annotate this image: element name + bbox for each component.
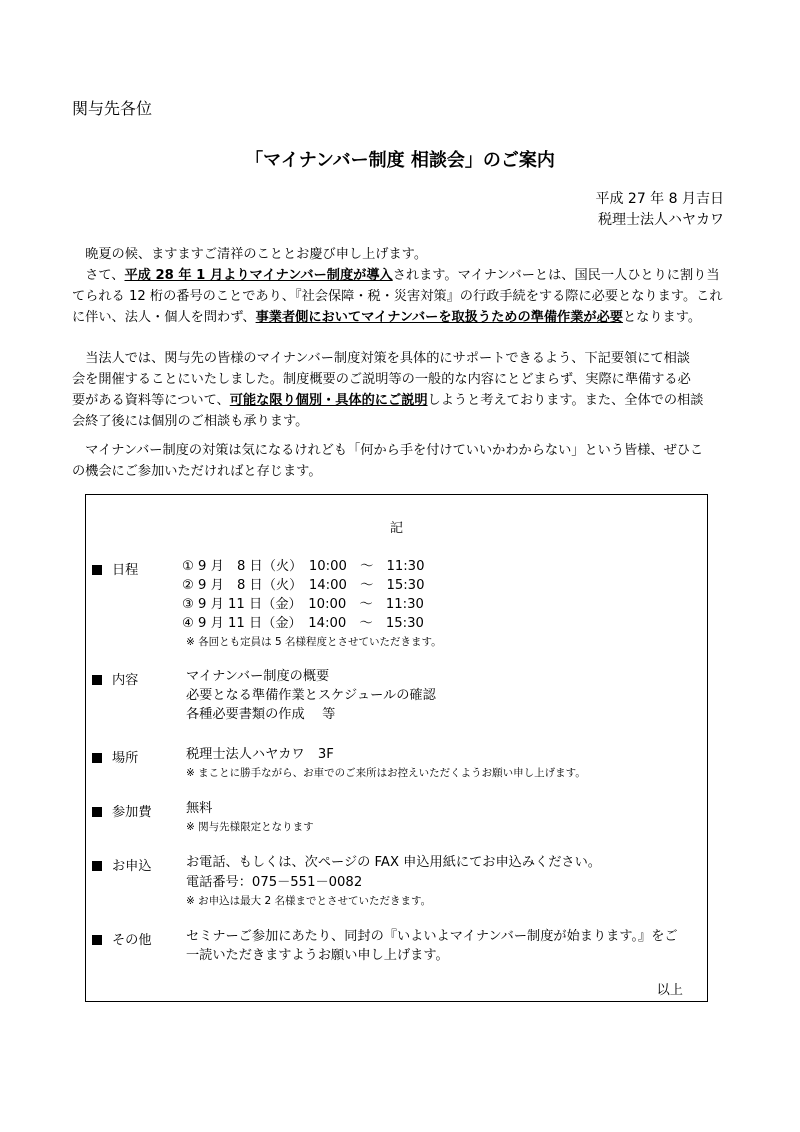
content-item: 各種必要書類の作成 等 (186, 707, 336, 722)
apply-note: ※ お申込は最大 2 名様までとさせていただきます。 (186, 895, 432, 907)
bullet-square-icon (92, 935, 102, 945)
session-1: ① 9 月 8 日（火） 10:00 ～ 11:30 (182, 559, 425, 574)
bullet-square-icon (92, 807, 102, 817)
text-span: さて、 (85, 268, 125, 283)
content-item: 必要となる準備作業とスケジュールの確認 (186, 688, 436, 703)
session-3: ③ 9 月 11 日（金） 10:00 ～ 11:30 (182, 597, 424, 612)
place-note: ※ まことに勝手ながら、お車でのご来所はお控えいただくようお願い申し上げます。 (186, 767, 586, 779)
details-box (85, 494, 708, 1002)
phone-number: 電話番号：075－551－0082 (186, 875, 363, 890)
text-span: 要がある資料等について、 (72, 393, 230, 408)
apply-value: お電話、もしくは、次ページの FAX 申込用紙にてお申込みください。 (186, 855, 601, 870)
text-line: 会を開催することにいたしました。制度概要のご説明等の一般的な内容にとどまらず、実際に準備する必 (72, 372, 691, 387)
session-2: ② 9 月 8 日（火） 14:00 ～ 15:30 (182, 578, 425, 593)
text-line: 会終了後には個別のご相談も承ります。 (72, 414, 309, 429)
text-span: マイナンバー制度の対策は気になるけれども「何から手を付けていいかわからない」という皆様、ぜひこ (85, 443, 704, 458)
paragraph-2 (72, 348, 732, 432)
other-line: 一読いただきますようお願い申し上げます。 (186, 948, 449, 963)
emphasis-intro: 平成 28 年 1 月よりマイナンバー制度が導入 (124, 268, 393, 283)
sender-name: 税理士法人ハヤカワ (598, 212, 724, 228)
bullet-square-icon (92, 753, 102, 763)
emphasis-individual: 可能な限り個別・具体的にご説明 (229, 393, 428, 408)
other-label (92, 929, 152, 948)
label-text: その他 (112, 933, 152, 948)
schedule-label (92, 559, 138, 578)
text-span: しようと考えております。また、全体での相談 (427, 393, 704, 408)
addressee: 関与先各位 (72, 99, 153, 118)
document-title: 「マイナンバー制度 相談会」のご案内 (245, 150, 555, 171)
label-text: 参加費 (112, 805, 152, 820)
label-text: 日程 (112, 563, 139, 578)
bullet-square-icon (92, 565, 102, 575)
issue-date: 平成 27 年 8 月吉日 (595, 191, 724, 207)
paragraph-3 (72, 440, 732, 482)
place-label (92, 747, 138, 766)
schedule-note: ※ 各回とも定員は 5 名様程度とさせていただきます。 (186, 636, 442, 648)
text-span: 当法人では、関与先の皆様のマイナンバー制度対策を具体的にサポートできるよう、下記要領にて相談 (85, 351, 690, 366)
session-4: ④ 9 月 11 日（金） 14:00 ～ 15:30 (182, 616, 424, 631)
content-label (92, 669, 138, 688)
greeting-line: 晩夏の候、ますますご清祥のこととお慶び申し上げます。 (85, 247, 428, 262)
fee-note: ※ 関与先様限定となります (186, 821, 314, 833)
other-line: セミナーご参加にあたり、同封の『いよいよマイナンバー制度が始まります。』をご (186, 929, 678, 944)
bullet-square-icon (92, 675, 102, 685)
bullet-square-icon (92, 861, 102, 871)
text-span: されます。マイナンバーとは、国民一人ひとりに割り当 (392, 268, 720, 283)
label-text: お申込 (112, 859, 152, 874)
label-text: 内容 (112, 673, 139, 688)
text-line: てられる 12 桁の番号のことであり、『社会保障・税・災害対策』の行政手続をする際に必要となります。これ (72, 289, 723, 304)
content-item: マイナンバー制度の概要 (186, 669, 330, 684)
fee-value: 無料 (186, 801, 213, 816)
paragraph-1 (72, 244, 732, 328)
fee-label (92, 801, 152, 820)
apply-label (92, 855, 152, 874)
label-text: 場所 (112, 751, 139, 766)
text-span: に伴い、法人・個人を問わず、 (72, 310, 256, 325)
closing-mark: 以上 (656, 983, 683, 998)
text-line: の機会にご参加いただければと存じます。 (72, 464, 322, 479)
text-span: となります。 (622, 310, 702, 325)
emphasis-preparation: 事業者側においてマイナンバーを取扱うための準備作業が必要 (255, 310, 623, 325)
details-heading: 記 (389, 521, 404, 536)
place-value: 税理士法人ハヤカワ 3F (186, 747, 334, 762)
